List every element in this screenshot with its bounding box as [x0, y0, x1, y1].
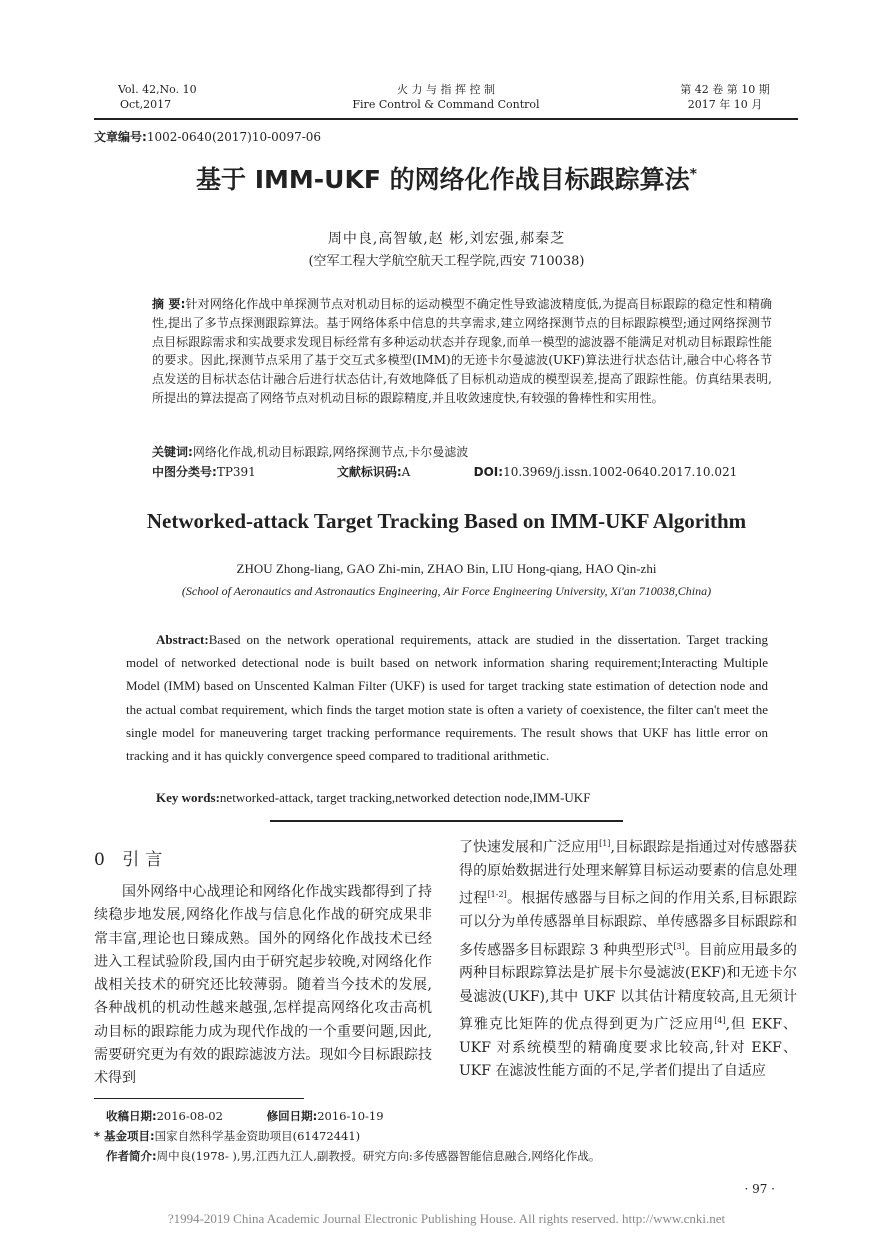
abstract-cn-label: 摘 要:	[152, 297, 186, 311]
section-heading: 0 引言	[94, 850, 169, 870]
abstract-en-label: Abstract:	[156, 632, 209, 647]
fund-label: * 基金项目:	[94, 1129, 155, 1143]
revised-date: 2016-10-19	[317, 1109, 384, 1123]
body-right-text-3: 。根据传感器与目标之间的作用关系,目标跟踪可以分为单传感器单目标跟踪、单传感器多目标跟踪和多传感器多目标跟踪 3 种典型形式	[459, 890, 797, 959]
header-date-line: Oct,2017	[120, 98, 172, 111]
article-number-label: 文章编号:	[94, 130, 147, 144]
keywords-cn-label: 关键词:	[152, 445, 193, 459]
authors-en: ZHOU Zhong-liang, GAO Zhi-min, ZHAO Bin, LIU Hong-qiang, HAO Qin-zhi	[236, 561, 657, 576]
footnote-dates	[94, 1106, 794, 1126]
author-bio-label: 作者简介:	[106, 1149, 157, 1163]
body-column-right	[459, 832, 797, 1084]
abstract-en	[126, 628, 768, 767]
authors-cn: 周中良,高智敏,赵 彬,刘宏强,郝秦芝	[327, 231, 566, 247]
keywords-en-label: Key words:	[156, 790, 220, 805]
header-rule	[94, 118, 798, 120]
citation-3: [3]	[673, 941, 685, 951]
body-right-text-2: ,目标跟踪是指通过对传感器获得的原始数据进行处理来解算目标运动要素的信息处理过程	[459, 839, 798, 907]
keywords-en-text: networked-attack, target tracking,networked detection node,IMM-UKF	[219, 790, 591, 805]
revised-label: 修回日期:	[266, 1109, 318, 1123]
article-number-value: 1002-0640(2017)10-0097-06	[146, 130, 322, 144]
article-number	[94, 128, 321, 145]
header-journal-en: Fire Control & Command Control	[352, 98, 540, 111]
clc-value: TP391	[216, 465, 256, 479]
body-column-left	[94, 881, 432, 1091]
abstract-cn	[152, 295, 772, 408]
body-right-text-4: 。目前应用最多的两种目标跟踪算法是扩展卡尔曼滤波(EKF)和无迹卡尔曼滤波(UKF),其中 UKF 以其估计精度较高,且无须计算雅克比矩阵的优点得到更为广泛应用	[459, 942, 797, 1033]
header-volume	[118, 82, 197, 112]
footnote-rule	[94, 1098, 304, 1099]
header-journal	[296, 82, 596, 112]
keywords-en	[156, 790, 590, 806]
affiliation-en: (School of Aeronautics and Astronautics Engineering, Air Force Engineering University, Xi'an 710038,China)	[181, 584, 712, 598]
fund-text: 国家自然科学基金资助项目(61472441)	[154, 1129, 361, 1143]
received-date: 2016-08-02	[156, 1109, 223, 1123]
header-volume-line: Vol. 42,No. 10	[118, 83, 197, 96]
abstract-divider	[270, 820, 623, 822]
keywords-cn-text: 网络化作战,机动目标跟踪,网络探测节点,卡尔曼滤波	[192, 445, 469, 459]
header-issue	[660, 82, 790, 112]
copyright-notice: ?1994-2019 China Academic Journal Electronic Publishing House. All rights reserved. http://www.cnki.net	[167, 1211, 726, 1226]
doi-value: 10.3969/j.issn.1002-0640.2017.10.021	[503, 465, 738, 479]
abstract-cn-text: 针对网络化作战中单探测节点对机动目标的运动模型不确定性导致滤波精度低,为提高目标跟踪的稳定性和精确性,提出了多节点探测跟踪算法。基于网络体系中信息的共享需求,建立网络探测节点的目标跟踪模型;通过网络探测节点目标跟踪需求和实战要求发现目标经常有多种运动状态并存现象,而单一模型的滤波器不能满足对机动目标跟踪性能的要求。因此,探测节点采用了基于交互式多模型(IMM)的无迹卡尔曼滤波(UKF)算法进行状态估计,融合中心将各节点发送的目标状态估计融合后进行状态估计,有效地降低了目标机动造成的模型误差,提高了跟踪性能。仿真结果表明,所提出的算法提高了网络节点对机动目标的跟踪精度,并且收敛速度快,有较强的鲁棒性和实用性。	[152, 297, 772, 405]
affiliation-cn: (空军工程大学航空航天工程学院,西安 710038)	[308, 254, 585, 269]
page-number: · 97 ·	[744, 1182, 775, 1196]
citation-1: [1]	[599, 839, 611, 848]
doc-code-value: A	[401, 465, 411, 479]
clc-label: 中图分类号:	[152, 465, 217, 479]
doc-code-label: 文献标识码:	[336, 465, 402, 479]
body-right-text-5: ,但 EKF、UKF 对系统模型的精确度要求比较高,针对 EKF、UKF 在滤波性能方面的不足,学者们提出了自适应	[459, 1016, 798, 1080]
abstract-en-text: Based on the network operational requirements, attack are studied in the dissertation. Target tracking model of networked detectional node is built based on network information sharing requirement;Interacting Multiple Model (IMM) based on Unscented Kalman Filter (UKF) is used for target tracking state estimation of detection node and the actual combat requirement, which finds the target motion state is often a variety of coexistence, the filter can't meet the single model for maneuvering target tracking performance requirements. The result shows that UKF has little error on tracking and it has quickly convergence speed compared to traditional arithmetic.	[126, 632, 768, 764]
footnote-fund	[94, 1126, 794, 1146]
header-issue-cn: 第 42 卷 第 10 期	[680, 83, 770, 96]
title-en: Networked-attack Target Tracking Based on IMM-UKF Algorithm	[146, 509, 747, 533]
citation-4: [4]	[714, 1016, 726, 1026]
classification-row	[152, 463, 792, 481]
keywords-cn	[152, 443, 792, 461]
title-cn-text: 基于 IMM-UKF 的网络化作战目标跟踪算法	[196, 165, 690, 194]
title-footnote-mark: *	[689, 166, 697, 183]
page-title	[0, 160, 893, 196]
footnote-author	[94, 1146, 794, 1166]
body-left-paragraph: 国外网络中心战理论和网络化作战实践都得到了持续稳步地发展,网络化作战与信息化作战的研究成果非常丰富,理论也日臻成熟。国外的网络化作战技术已经进入工程试验阶段,国内由于研究起步较晚,对网络化作战相关技术的研究还比较薄弱。随着当今技术的发展,各种战机的机动性越来越强,怎样提高网络化攻击高机动目标的跟踪能力成为现代作战的一个重要问题,因此,需要研究更为有效的跟踪滤波方法。现如今目标跟踪技术得到	[94, 884, 432, 1087]
body-right-paragraph	[459, 832, 797, 1084]
citation-2: [1-2]	[487, 890, 507, 900]
received-label: 收稿日期:	[106, 1109, 157, 1123]
doi-label: DOI:	[473, 465, 504, 479]
header-date-cn: 2017 年 10 月	[687, 98, 763, 111]
author-bio-text: 周中良(1978- ),男,江西九江人,副教授。研究方向:多传感器智能信息融合,网络化作战。	[156, 1149, 601, 1163]
header-journal-cn: 火 力 与 指 挥 控 制	[397, 83, 495, 96]
body-right-text-1: 了快速发展和广泛应用	[459, 839, 600, 856]
